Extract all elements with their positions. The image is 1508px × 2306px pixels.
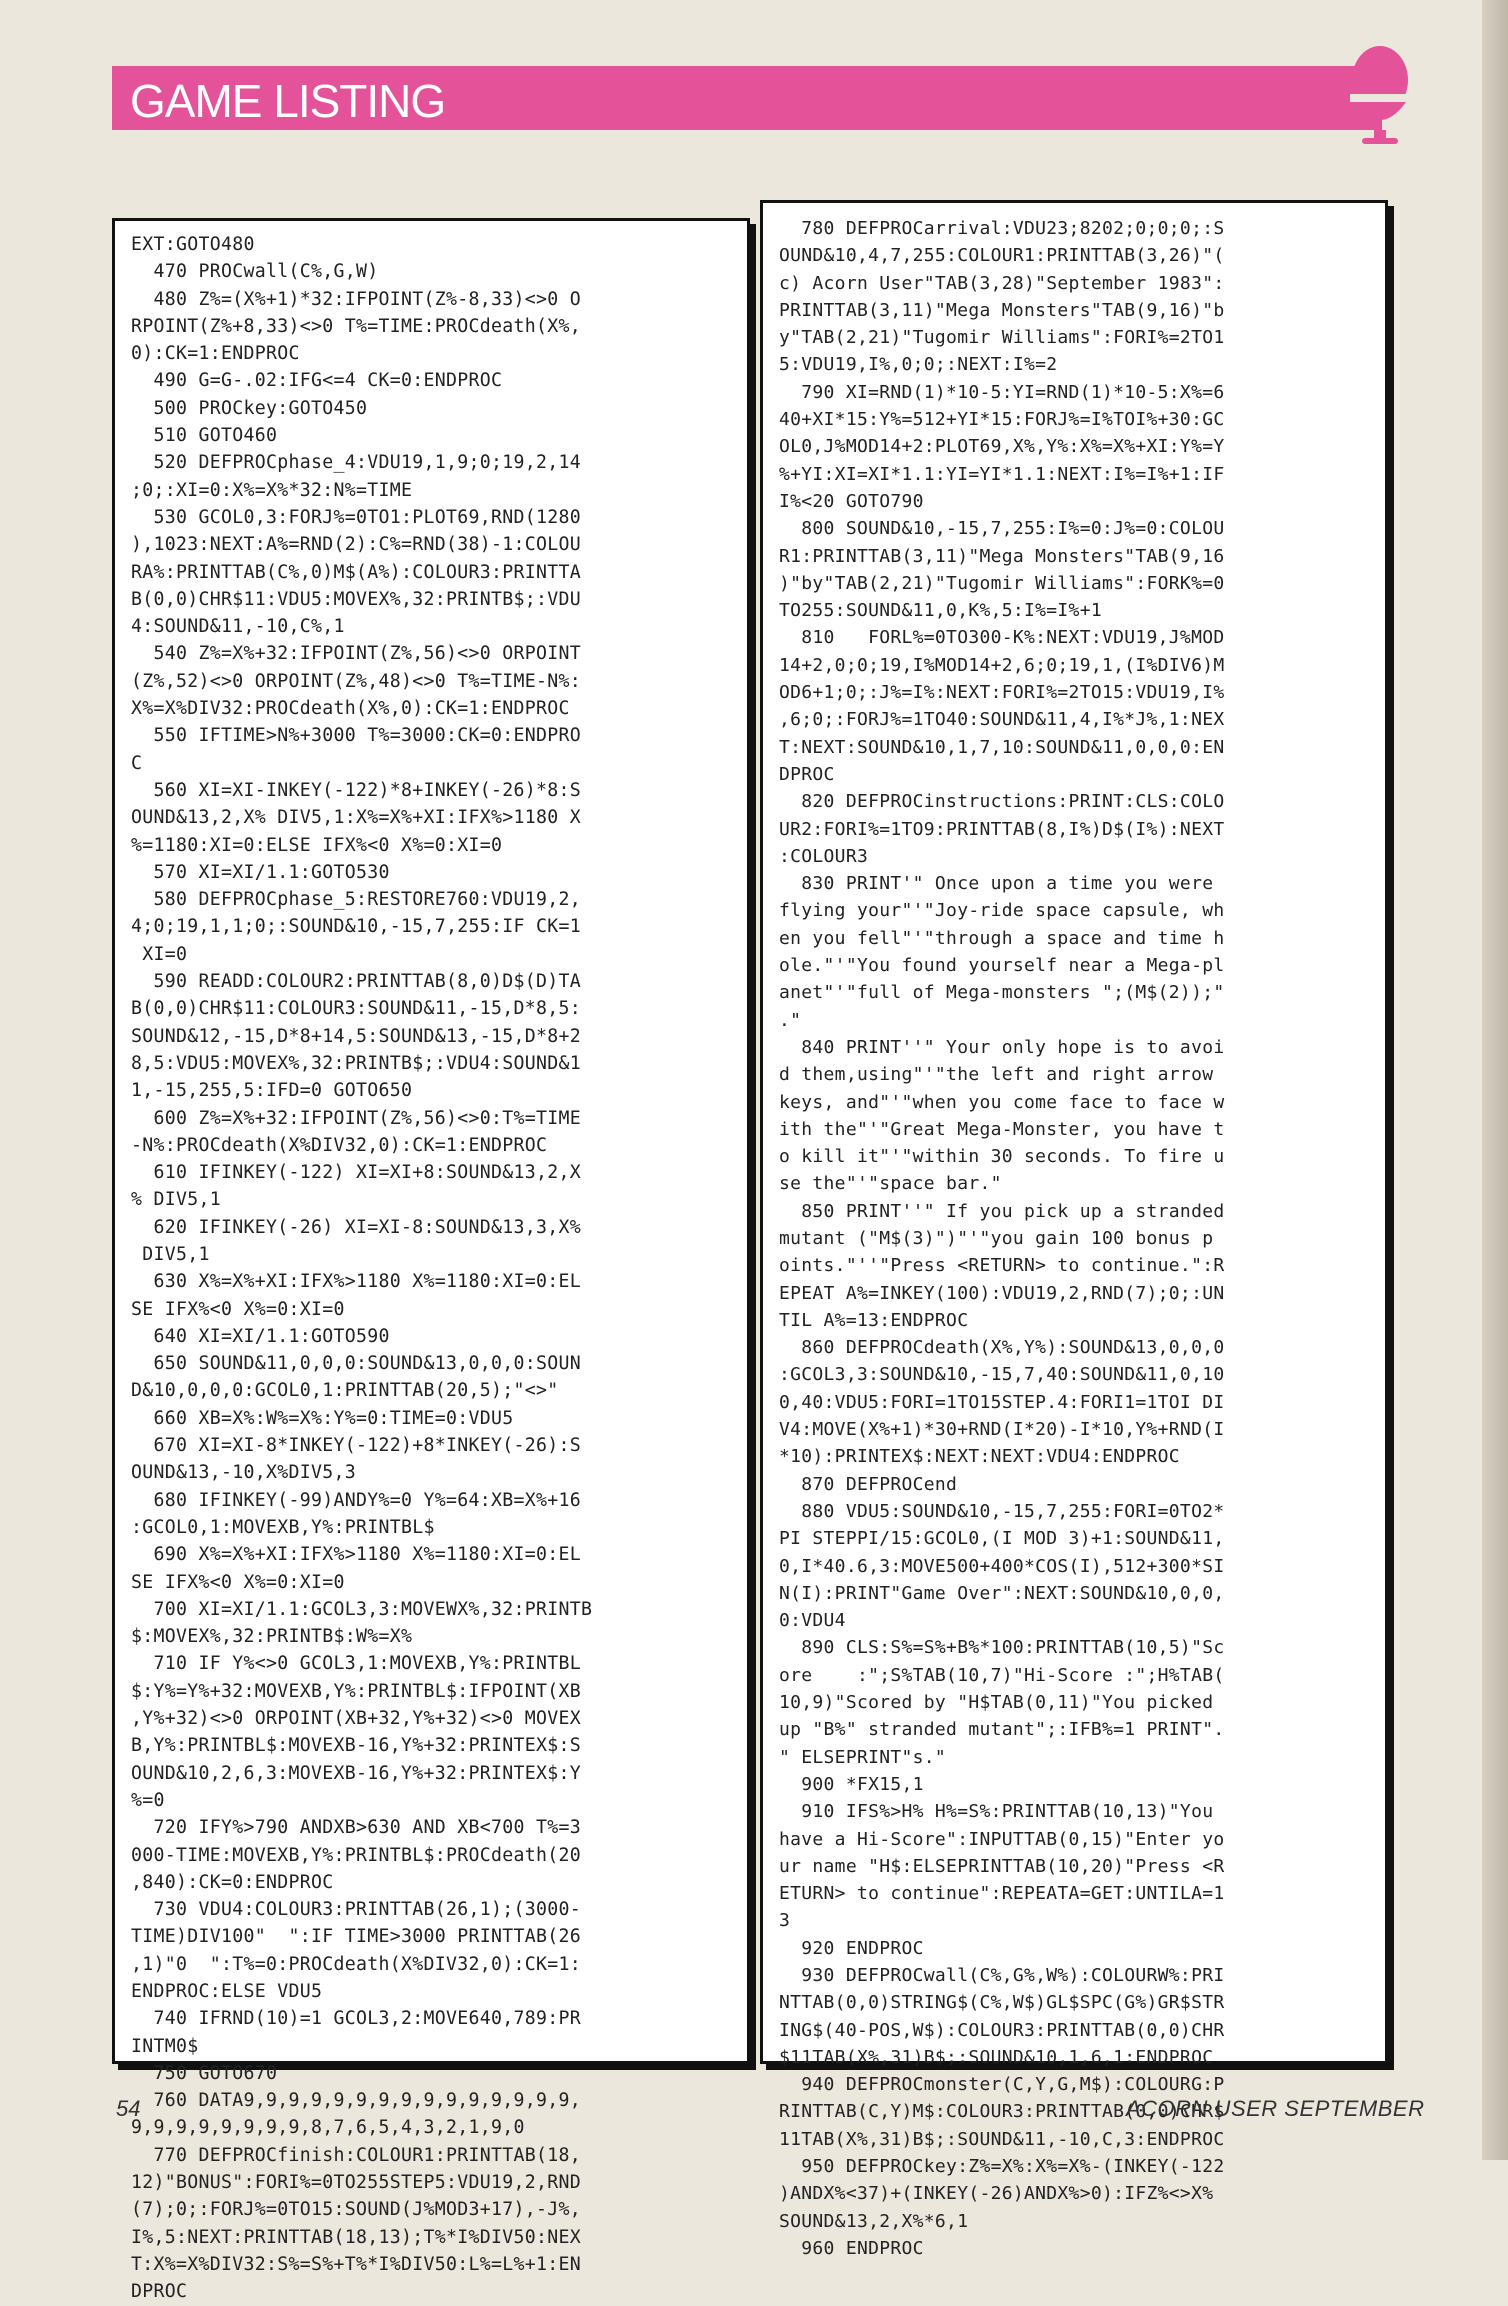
page-title: GAME LISTING [130,75,446,127]
magazine-name: ACORN USER SEPTEMBER [1126,2096,1425,2121]
egg-cup-logo-icon [1340,42,1420,152]
code-listing-right: 780 DEFPROCarrival:VDU23;8202;0;0;0;:S OUND&10,4,7,255:COLOUR1:PRINTTAB(3,26)"( c) Acorn User"TAB(3,28)"September 1983": PRINTTAB(3,11)"Mega Monsters"TAB(9,16)"b y"TAB(2,21)"Tugomir Williams":FORI%=2TO1 5:VDU19,I%,0;0;:NEXT:I%=2 790 XI=RND(1)*10-5:YI=RND(1)*10-5:X%=6 40+XI*15:Y%=512+YI*15:FORJ%=I%TOI%+30:GC OL0,J%MOD14+2:PLOT69,X%,Y%:X%=X%+XI:Y%=Y %+YI:XI=XI*1.1:YI=YI*1.1:NEXT:I%=I%+1:IF I%<20 GOTO790 800 SOUND&10,-15,7,255:I%=0:J%=0:COLOU R1:PRINTTAB(3,11)"Mega Monsters"TAB(9,16 )"by"TAB(2,21)"Tugomir Williams":FORK%=0 TO255:SOUND&11,0,K%,5:I%=I%+1 810 FORL%=0TO300-K%:NEXT:VDU19,J%MOD 14+2,0;0;19,I%MOD14+2,6;0;19,1,(I%DIV6)M OD6+1;0;:J%=I%:NEXT:FORI%=2TO15:VDU19,I% ,6;0;:FORJ%=1TO40:SOUND&11,4,I%*J%,1:NEX T:NEXT:SOUND&10,1,7,10:SOUND&11,0,0,0:EN DPROC 820 DEFPROCinstructions:PRINT:CLS:COLO UR2:FORI%=1TO9:PRINTTAB(8,I%)D$(I%):NEXT :COLOUR3 830 PRINT'" Once upon a time you were flying your"'"Joy-ride space capsule, wh en you fell"'"through a space and time h ole."'"You found yourself near a Mega-pl anet"'"full of Mega-monsters ";(M$(2));" ." 840 PRINT''" Your only hope is to avoi d them,using"'"the left and right arrow keys, and"'"when you come face to face w ith the"'"Great Mega-Monster, you have t o kill it"'"within 30 seconds. To fire u se the"'"space bar." 850 PRINT''" If you pick up a stranded mutant ("M$(3)")"'"you gain 100 bonus p oints."''"Press <RETURN> to continue.":R EPEAT A%=INKEY(100):VDU19,2,RND(7);0;:UN TIL A%=13:ENDPROC 860 DEFPROCdeath(X%,Y%):SOUND&13,0,0,0 :GCOL3,3:SOUND&10,-15,7,40:SOUND&11,0,10 0,40:VDU5:FORI=1TO15STEP.4:FORI1=1TOI DI V4:MOVE(X%+1)*30+RND(I*20)-I*10,Y%+RND(I *10):PRINTEX$:NEXT:NEXT:VDU4:ENDPROC 870 DEFPROCend 880 VDU5:SOUND&10,-15,7,255:FORI=0TO2* PI STEPPI/15:GCOL0,(I MOD 3)+1:SOUND&11, 0,I*40.6,3:MOVE500+400*COS(I),512+300*SI N(I):PRINT"Game Over":NEXT:SOUND&10,0,0, 0:VDU4 890 CLS:S%=S%+B%*100:PRINTTAB(10,5)"Sc ore :";S%TAB(10,7)"Hi-Score :";H%TAB( 10,9)"Scored by "H$TAB(0,11)"You picked up "B%" stranded mutant";:IFB%=1 PRINT". " ELSEPRINT"s." 900 *FX15,1 910 IFS%>H% H%=S%:PRINTTAB(10,13)"You have a Hi-Score":INPUTTAB(0,15)"Enter yo ur name "H$:ELSEPRINTTAB(10,20)"Press <R ETURN> to continue":REPEATA=GET:UNTILA=1 3 920 ENDPROC 930 DEFPROCwall(C%,G%,W%):COLOURW%:PRI NTTAB(0,0)STRING$(C%,W$)GL$SPC(G%)GR$STR ING$(40-POS,W$):COLOUR3:PRINTTAB(0,0)CHR $11TAB(X%,31)B$;:SOUND&10,1,6,1:ENDPROC 940 DEFPROCmonster(C,Y,G,M$):COLOURG:P RINTTAB(C,Y)M$:COLOUR3:PRINTTAB(0,0)CHR$ 11TAB(X%,31)B$;:SOUND&11,-10,C,3:ENDPROC 950 DEFPROCkey:Z%=X%:X%=X%-(INKEY(-122 )ANDX%<37)+(INKEY(-26)ANDX%>0):IFZ%<>X% SOUND&13,2,X%*6,1 960 ENDPROC [779,218,1225,2259]
code-listing-left: EXT:GOTO480 470 PROCwall(C%,G,W) 480 Z%=(X%+1)*32:IFPOINT(Z%-8,33)<>0 O RPOINT(Z%+8,33)<>0 T%=TIME:PROCdeath(X%, 0):CK=1:ENDPROC 490 G=G-.02:IFG<=4 CK=0:ENDPROC 500 PROCkey:GOTO450 510 GOTO460 520 DEFPROCphase_4:VDU19,1,9;0;19,2,14 ;0;:XI=0:X%=X%*32:N%=TIME 530 GCOL0,3:FORJ%=0TO1:PLOT69,RND(1280 ),1023:NEXT:A%=RND(2):C%=RND(38)-1:COLOU RA%:PRINTTAB(C%,0)M$(A%):COLOUR3:PRINTTA B(0,0)CHR$11:VDU5:MOVEX%,32:PRINTB$;:VDU 4:SOUND&11,-10,C%,1 540 Z%=X%+32:IFPOINT(Z%,56)<>0 ORPOINT (Z%,52)<>0 ORPOINT(Z%,48)<>0 T%=TIME-N%: X%=X%DIV32:PROCdeath(X%,0):CK=1:ENDPROC 550 IFTIME>N%+3000 T%=3000:CK=0:ENDPRO C 560 XI=XI-INKEY(-122)*8+INKEY(-26)*8:S OUND&13,2,X% DIV5,1:X%=X%+XI:IFX%>1180 X %=1180:XI=0:ELSE IFX%<0 X%=0:XI=0 570 XI=XI/1.1:GOTO530 580 DEFPROCphase_5:RESTORE760:VDU19,2, 4;0;19,1,1;0;:SOUND&10,-15,7,255:IF CK=1 XI=0 590 READD:COLOUR2:PRINTTAB(8,0)D$(D)TA B(0,0)CHR$11:COLOUR3:SOUND&11,-15,D*8,5: SOUND&12,-15,D*8+14,5:SOUND&13,-15,D*8+2 8,5:VDU5:MOVEX%,32:PRINTB$;:VDU4:SOUND&1 1,-15,255,5:IFD=0 GOTO650 600 Z%=X%+32:IFPOINT(Z%,56)<>0:T%=TIME -N%:PROCdeath(X%DIV32,0):CK=1:ENDPROC 610 IFINKEY(-122) XI=XI+8:SOUND&13,2,X % DIV5,1 620 IFINKEY(-26) XI=XI-8:SOUND&13,3,X% DIV5,1 630 X%=X%+XI:IFX%>1180 X%=1180:XI=0:EL SE IFX%<0 X%=0:XI=0 640 XI=XI/1.1:GOTO590 650 SOUND&11,0,0,0:SOUND&13,0,0,0:SOUN D&10,0,0,0:GCOL0,1:PRINTTAB(20,5);"<>" 660 XB=X%:W%=X%:Y%=0:TIME=0:VDU5 670 XI=XI-8*INKEY(-122)+8*INKEY(-26):S OUND&13,-10,X%DIV5,3 680 IFINKEY(-99)ANDY%=0 Y%=64:XB=X%+16 :GCOL0,1:MOVEXB,Y%:PRINTBL$ 690 X%=X%+XI:IFX%>1180 X%=1180:XI=0:EL SE IFX%<0 X%=0:XI=0 700 XI=XI/1.1:GCOL3,3:MOVEWX%,32:PRINTB $:MOVEX%,32:PRINTB$:W%=X% 710 IF Y%<>0 GCOL3,1:MOVEXB,Y%:PRINTBL $:Y%=Y%+32:MOVEXB,Y%:PRINTBL$:IFPOINT(XB ,Y%+32)<>0 ORPOINT(XB+32,Y%+32)<>0 MOVEX B,Y%:PRINTBL$:MOVEXB-16,Y%+32:PRINTEX$:S OUND&10,2,6,3:MOVEXB-16,Y%+32:PRINTEX$:Y %=0 720 IFY%>790 ANDXB>630 AND XB<700 T%=3 000-TIME:MOVEXB,Y%:PRINTBL$:PROCdeath(20 ,840):CK=0:ENDPROC 730 VDU4:COLOUR3:PRINTTAB(26,1);(3000- TIME)DIV100" ":IF TIME>3000 PRINTTAB(26 ,1)"0 ":T%=0:PROCdeath(X%DIV32,0):CK=1: ENDPROC:ELSE VDU5 740 IFRND(10)=1 GCOL3,2:MOVE640,789:PR INTM0$ 750 GOTO670 760 DATA9,9,9,9,9,9,9,9,9,9,9,9,9,9,9, 9,9,9,9,9,9,9,9,8,7,6,5,4,3,2,1,9,0 770 DEFPROCfinish:COLOUR1:PRINTTAB(18, 12)"BONUS":FORI%=0TO255STEP5:VDU19,2,RND (7);0;:FORJ%=0TO15:SOUND(J%MOD3+17),-J%, I%,5:NEXT:PRINTTAB(18,13);T%*I%DIV50:NEX T:X%=X%DIV32:S%=S%+T%*I%DIV50:L%=L%+1:EN DPROC [131,234,593,2303]
page-edge [1482,0,1508,2160]
listing-left-column [112,218,750,2303]
page-number: 54 [116,2096,141,2121]
header-bar [112,66,1382,130]
